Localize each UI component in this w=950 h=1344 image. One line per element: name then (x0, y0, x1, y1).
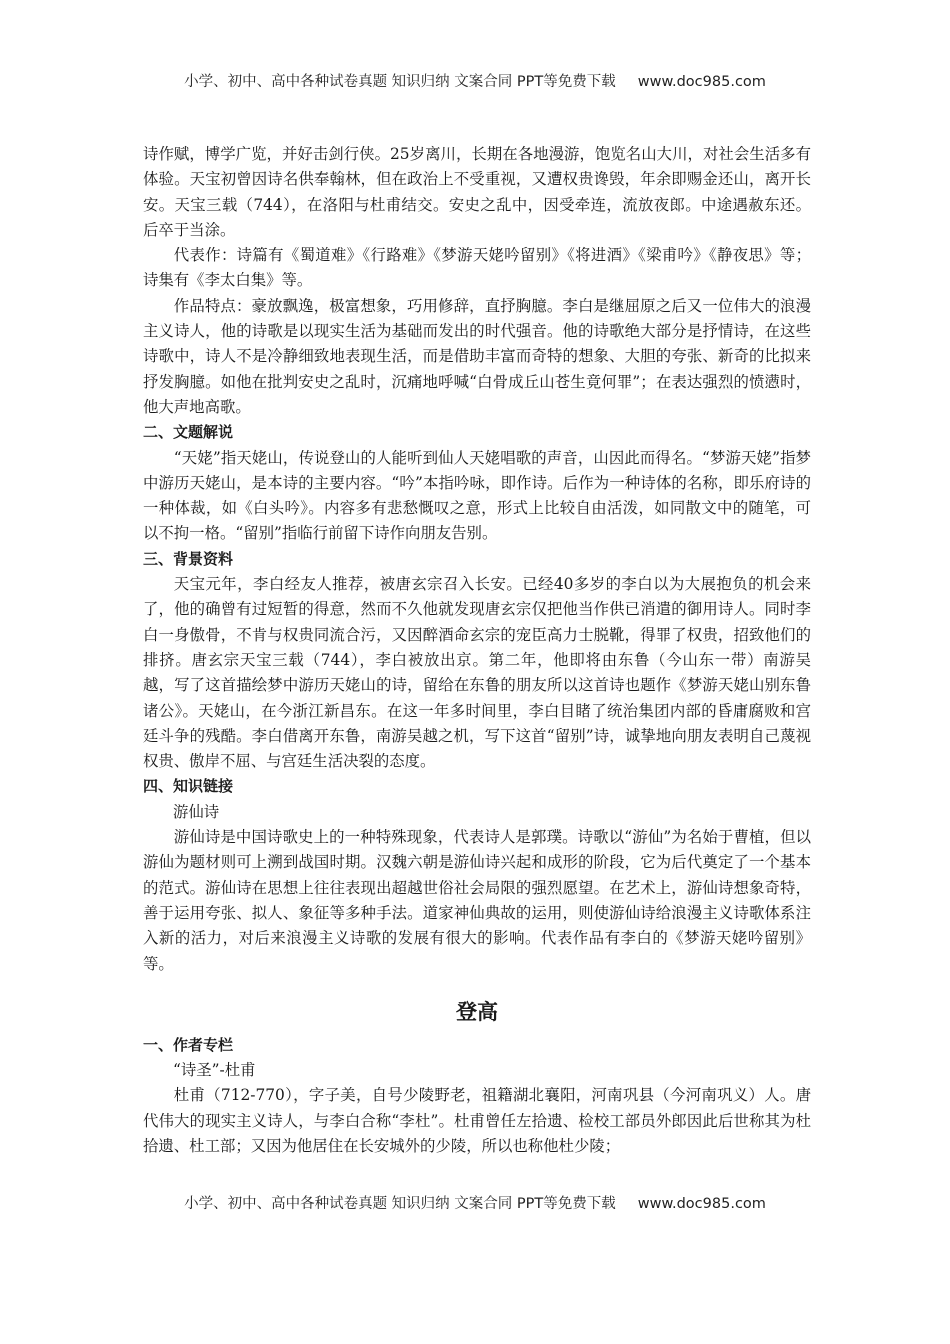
section-title-background: 三、背景资料 (143, 549, 234, 568)
knowledge-link-paragraph: 游仙诗是中国诗歌史上的一种特殊现象，代表诗人是郭璞。诗歌以“游仙”为名始于曹植，但以游仙为题材则可上溯到战国时期。汉魏六朝是游仙诗兴起和成形的阶段，它为后代奠定了一个基本的范式。游仙诗在思想上往往表现出超越世俗社会局限的强烈愿望。在艺术上，游仙诗想象奇特，善于运用夸张、拟人、象征等多种手法。道家神仙典故的运用，则使游仙诗给浪漫主义诗歌体系注入新的活力，对后来浪漫主义诗歌的发展有很大的影响。代表作品有李白的《梦游天姥吟留别》等。 (143, 828, 811, 973)
header-text: 小学、初中、高中各种试卷真题 知识归纳 文案合同 PPT等免费下载 (184, 74, 616, 90)
work-features-paragraph: 作品特点：豪放飘逸，极富想象，巧用修辞，直抒胸臆。李白是继屈原之后又一位伟大的浪漫主义诗人，他的诗歌是以现实生活为基础而发出的时代强音。他的诗歌绝大部分是抒情诗，在这些诗歌中，诗人不是冷静细致地表现生活，而是借助丰富而奇特的想象、大胆的夸张、新奇的比拟来抒发胸臆。如他在批判安史之乱时，沉痛地呼喊“白骨成丘山苍生竟何罪”；在表达强烈的愤懑时，他大声地高歌。 (143, 296, 811, 416)
title-explanation-paragraph: “天姥”指天姥山，传说登山的人能听到仙人天姥唱歌的声音，山因此而得名。“梦游天姥”指梦中游历天姥山，是本诗的主要内容。“吟”本指吟咏，即作诗。后作为一种诗体的名称，即乐府诗的一种体裁，如《白头吟》。内容多有悲愁慨叹之意，形式上比较自由活泼，如同散文中的随笔，可以不拘一格。“留别”指临行前留下诗作向朋友告别。 (143, 448, 811, 543)
representative-works-paragraph: 代表作：诗篇有《蜀道难》《行路难》《梦游天姥吟留别》《将进酒》《梁甫吟》《静夜思》等；诗集有《李太白集》等。 (143, 246, 811, 290)
background-paragraph: 天宝元年，李白经友人推荐，被唐玄宗召入长安。已经40多岁的李白以为大展抱负的机会来了，他的确曾有过短暂的得意，然而不久他就发现唐玄宗仅把他当作供已消遣的御用诗人。同时李白一身傲骨，不肯与权贵同流合污，又因醉酒命玄宗的宠臣高力士脱靴，得罪了权贵，招致他们的排挤。唐玄宗天宝三载（744），李白被放出京。第二年，他即将由东鲁（今山东一带）南游吴越，写了这首描绘梦中游历天姥山的诗，留给在东鲁的朋友所以这首诗也题作《梦游天姥山别东鲁诸公》。天姥山，在今浙江新昌东。在这一年多时间里，李白目睹了统治集团内部的昏庸腐败和宫廷斗争的残酷。李白借离开东鲁，南游吴越之机，写下这首“留别”诗，诚挚地向朋友表明自己蔑视权贵、傲岸不屈、与宫廷生活决裂的态度。 (143, 575, 811, 771)
poem-title: 登高 (456, 998, 498, 1024)
header-url[interactable]: www.doc985.com (637, 74, 766, 90)
document-body (143, 142, 811, 1159)
footer-text: 小学、初中、高中各种试卷真题 知识归纳 文案合同 PPT等免费下载 (184, 1196, 616, 1212)
section-title-author: 一、作者专栏 (143, 1035, 234, 1054)
author-paragraph: 杜甫（712-770），字子美，自号少陵野老，祖籍湖北襄阳，河南巩县（今河南巩义）人。唐代伟大的现实主义诗人，与李白合称“李杜”。杜甫曾任左拾遗、检校工部员外郎因此后世称其为杜拾遗、杜工部；又因为他居住在长安城外的少陵，所以也称他杜少陵； (143, 1086, 811, 1155)
page-header (0, 70, 950, 91)
author-subtitle: “诗圣”-杜甫 (173, 1061, 256, 1080)
section-title-explanation: 二、文题解说 (143, 423, 234, 442)
intro-continued-paragraph: 诗作赋，博学广览，并好击剑行侠。25岁离川，长期在各地漫游，饱览名山大川，对社会生活多有体验。天宝初曾因诗名供奉翰林，但在政治上不受重视，又遭权贵谗毁，年余即赐金还山，离开长安。天宝三载（744），在洛阳与杜甫结交。安史之乱中，因受牵连，流放夜郎。中途遇赦东还。后卒于当涂。 (143, 145, 811, 239)
section-title-knowledge-link: 四、知识链接 (143, 777, 234, 796)
footer-url[interactable]: www.doc985.com (637, 1196, 766, 1212)
knowledge-link-subtitle: 游仙诗 (173, 802, 220, 821)
page-footer (0, 1192, 950, 1213)
